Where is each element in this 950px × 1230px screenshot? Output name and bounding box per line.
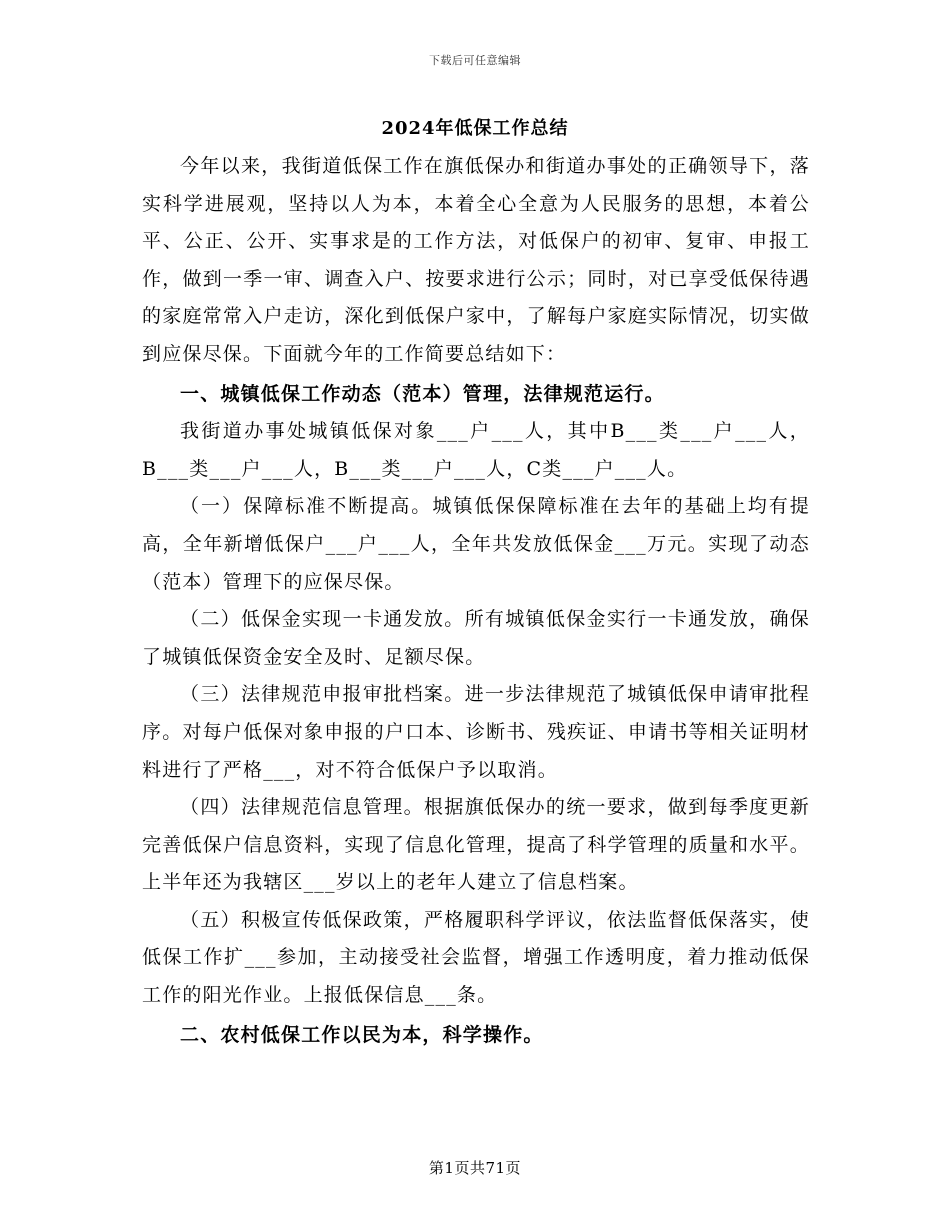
section-heading-rural: 二、农村低保工作以民为本，科学操作。 [180,1023,544,1046]
item-4-paragraph: （四）法律规范信息管理。根据旗低保办的统一要求，做到每季度更新完善低保户信息资料，实现了信息化管理，提高了科学管理的质量和水平。上半年还为我辖区___岁以上的老年人建立了信息档案。 [142,796,810,894]
item-1-paragraph: （一）保障标准不断提高。城镇低保保障标准在去年的基础上均有提高，全年新增低保户___户___人，全年共发放低保金___万元。实现了动态（范本）管理下的应保尽保。 [142,495,810,593]
intro-paragraph: 今年以来，我街道低保工作在旗低保办和街道办事处的正确领导下，落实科学进展观，坚持以人为本，本着全心全意为人民服务的思想，本着公平、公正、公开、实事求是的工作方法，对低保户的初审、复审、申报工作，做到一季一审、调查入户、按要求进行公示；同时，对已享受低保待遇的家庭常常入户走访，深化到低保户家中，了解每户家庭实际情况，切实做到应保尽保。下面就今年的工作简要总结如下： [142,155,810,365]
item-2-paragraph: （二）低保金实现一卡通发放。所有城镇低保金实行一卡通发放，确保了城镇低保资金安全及时、足额尽保。 [142,608,810,668]
urban-stats-paragraph: 我街道办事处城镇低保对象___户___人，其中B___类___户___人，B___类___户___人，B___类___户___人，C类___户___人。 [142,420,810,480]
item-5-paragraph: （五）积极宣传低保政策，严格履职科学评议，依法监督低保落实，使低保工作扩___参加，主动接受社会监督，增强工作透明度，着力推动低保工作的阳光作业。上报低保信息___条。 [142,908,810,1007]
header-note: 下载后可任意编辑 [429,54,521,67]
document-body [142,148,810,1054]
section-heading-urban: 一、城镇低保工作动态（范本）管理，法律规范运行。 [180,382,665,405]
item-3-paragraph: （三）法律规范申报审批档案。进一步法律规范了城镇低保申请审批程序。对每户低保对象申报的户口本、诊断书、残疾证、申请书等相关证明材料进行了严格___，对不符合低保户予以取消。 [142,683,810,781]
page-number-footer: 第1页共71页 [428,1159,522,1177]
document-title: 2024年低保工作总结 [381,118,569,139]
